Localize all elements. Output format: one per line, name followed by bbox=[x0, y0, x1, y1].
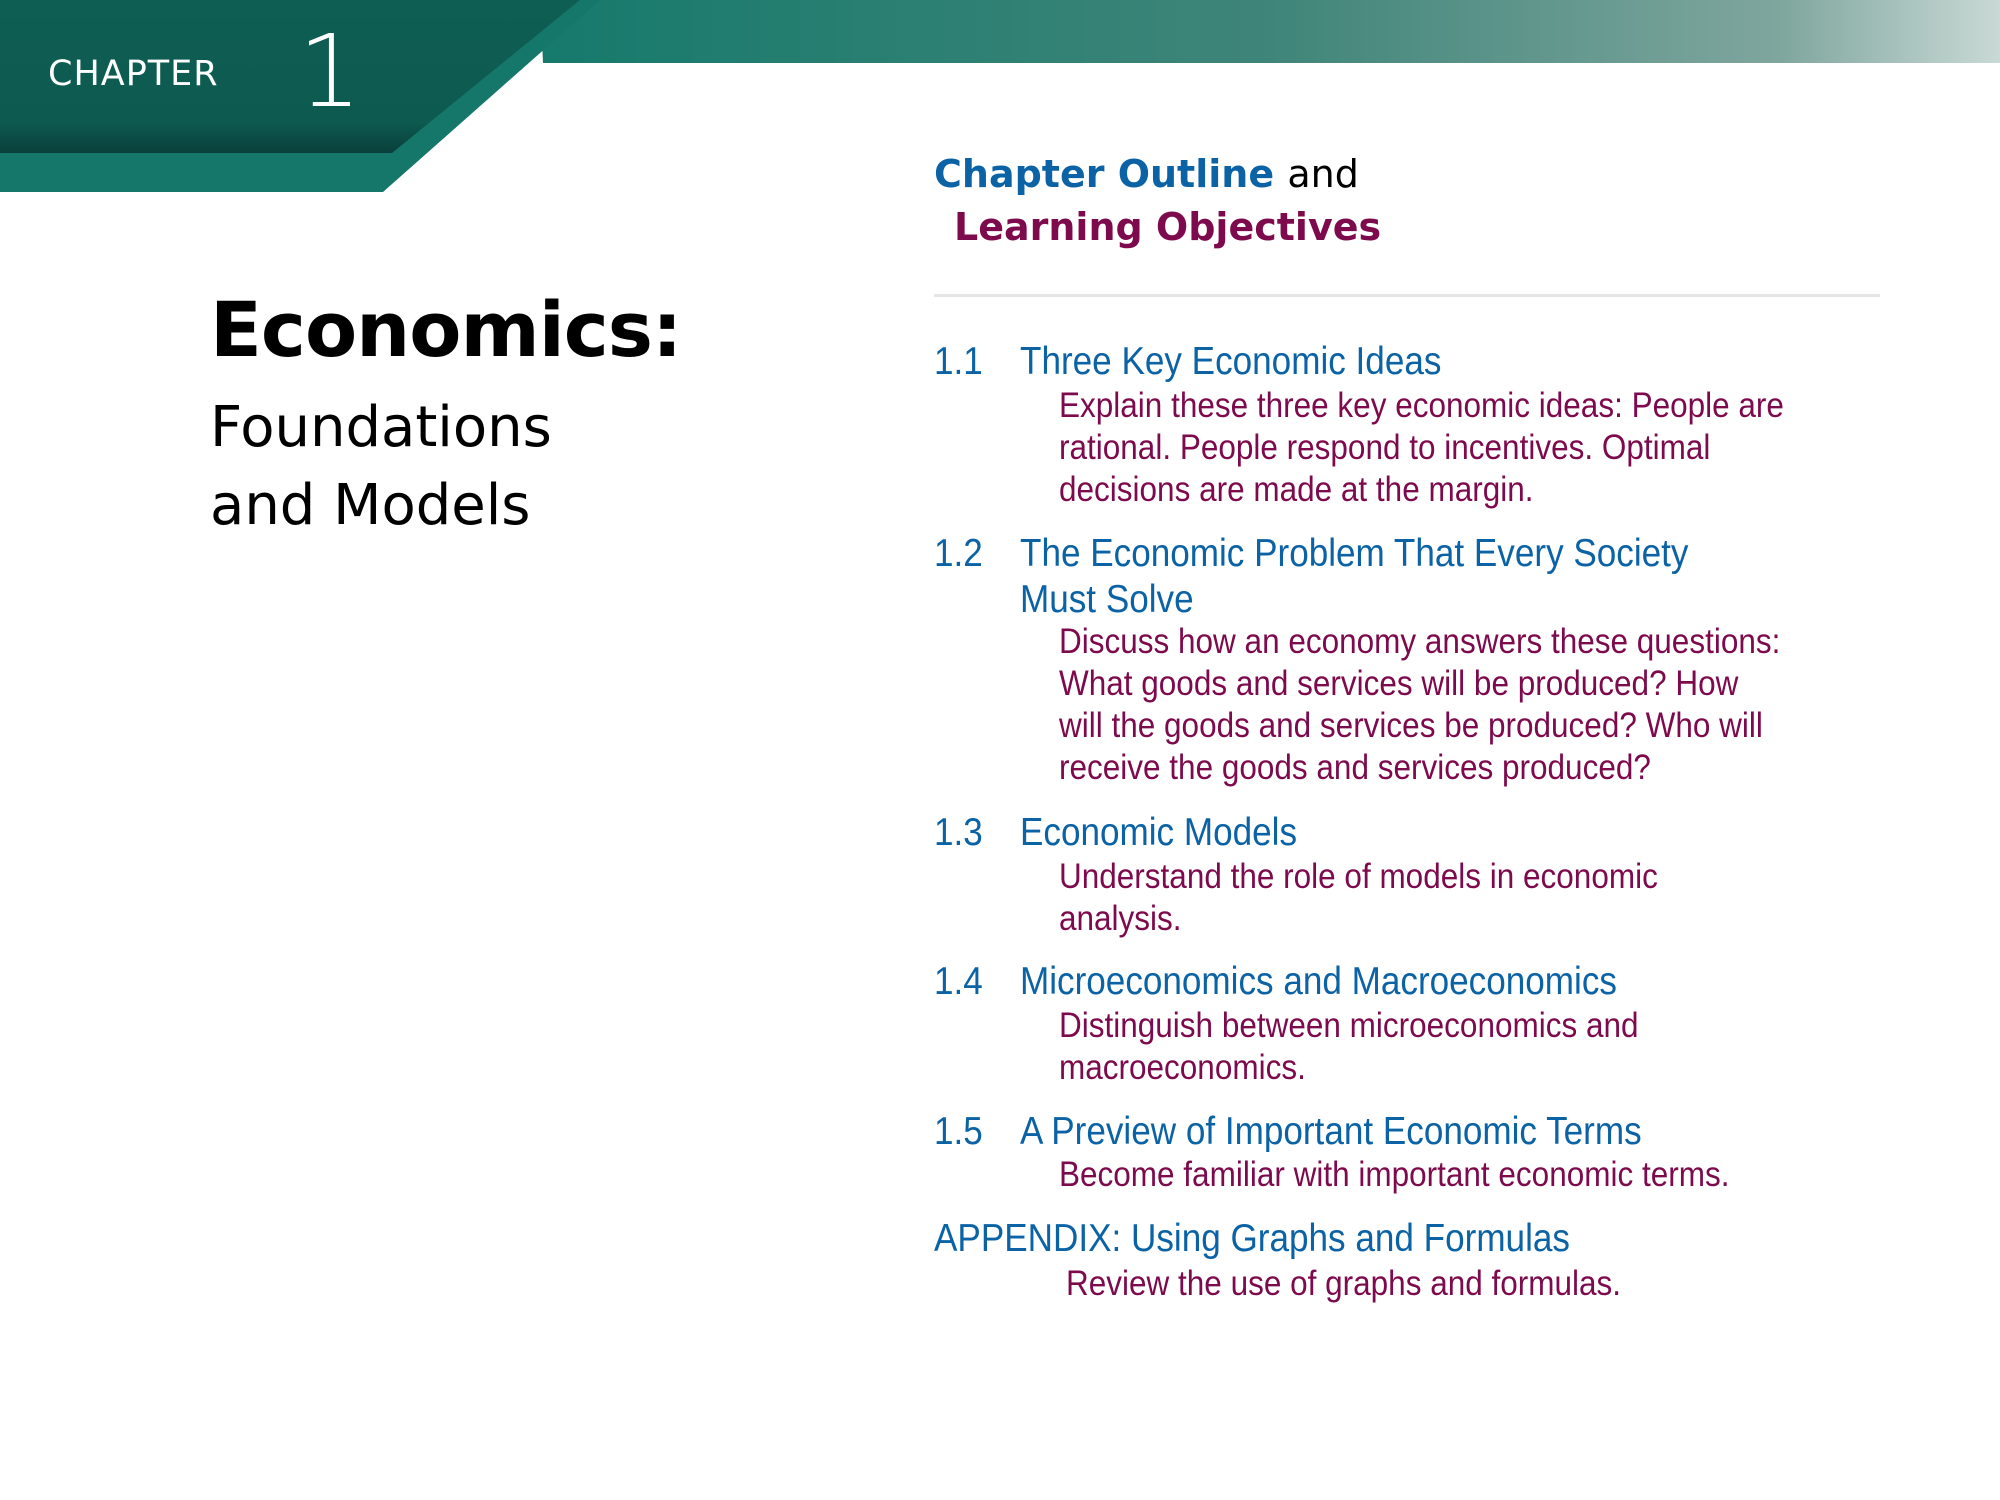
section-number: 1.5 bbox=[934, 1110, 983, 1153]
section-objective: will the goods and services be produced? Who will bbox=[1059, 706, 1763, 745]
section-objective: Explain these three key economic ideas: People are bbox=[1059, 386, 1784, 425]
chapter-number: 1 bbox=[298, 13, 362, 130]
section-title: Must Solve bbox=[1020, 578, 1194, 621]
section-objective: receive the goods and services produced? bbox=[1059, 748, 1651, 787]
learning-objectives-heading: Learning Objectives bbox=[954, 205, 1382, 249]
section-objective: Become familiar with important economic terms. bbox=[1059, 1155, 1730, 1194]
section-title: The Economic Problem That Every Society bbox=[1020, 532, 1689, 575]
chapter-subtitle-line2: and Models bbox=[210, 473, 531, 538]
section-title: Microeconomics and Macroeconomics bbox=[1020, 960, 1617, 1003]
appendix-objective: Review the use of graphs and formulas. bbox=[1066, 1264, 1622, 1303]
section-objective: rational. People respond to incentives. Optimal bbox=[1059, 428, 1711, 467]
chapter-label: CHAPTER bbox=[48, 54, 219, 94]
section-number: 1.3 bbox=[934, 811, 983, 854]
section-number: 1.4 bbox=[934, 960, 983, 1003]
section-number: 1.1 bbox=[934, 340, 983, 383]
section-objective: What goods and services will be produced? How bbox=[1059, 664, 1739, 703]
section-title: Three Key Economic Ideas bbox=[1020, 340, 1442, 383]
outline-heading bbox=[934, 152, 1359, 196]
chapter-title: Economics: bbox=[210, 285, 682, 374]
section-title: Economic Models bbox=[1020, 811, 1298, 854]
outline-heading-and: and bbox=[1287, 152, 1359, 196]
section-number: 1.2 bbox=[934, 532, 983, 575]
section-objective: Understand the role of models in economic bbox=[1059, 857, 1658, 896]
section-objective: analysis. bbox=[1059, 899, 1182, 938]
outline-heading-chapter-outline: Chapter Outline bbox=[934, 152, 1275, 196]
chapter-subtitle-line1: Foundations bbox=[210, 395, 552, 460]
divider bbox=[934, 294, 1880, 297]
section-objective: Distinguish between microeconomics and bbox=[1059, 1006, 1639, 1045]
section-objective: decisions are made at the margin. bbox=[1059, 470, 1534, 509]
section-objective: macroeconomics. bbox=[1059, 1048, 1306, 1087]
appendix-title: APPENDIX: Using Graphs and Formulas bbox=[934, 1217, 1570, 1260]
section-title: A Preview of Important Economic Terms bbox=[1020, 1110, 1642, 1153]
section-objective: Discuss how an economy answers these questions: bbox=[1059, 622, 1781, 661]
